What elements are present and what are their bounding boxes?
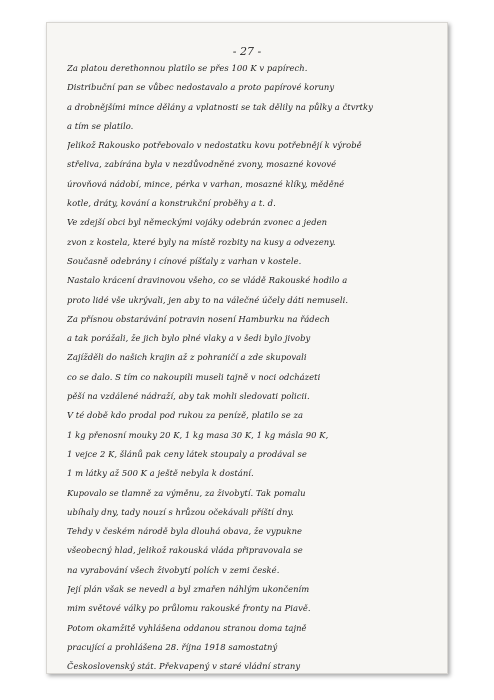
text-line: Ve zdejší obci byl německými vojáky odebrán zvonec a jeden — [67, 217, 328, 228]
text-line: Distribuční pan se vůbec nedostavalo a proto papírové koruny — [67, 82, 335, 93]
handwritten-text-block — [67, 59, 435, 677]
text-line: ubíhaly dny, tady nouzí s hrůzou očekávali příští dny. — [67, 506, 294, 517]
text-line: Tehdy v českém národě byla dlouhá obava, že vypukne — [67, 526, 303, 537]
text-line: a tak porážali, že jich bylo plné vlaky a v šedi bylo jivoby — [67, 333, 311, 344]
text-line: Nastalo krácení dravinovou všeho, co se vládě Rakouské hodilo a — [67, 275, 348, 286]
text-line: všeobecný hlad, jelikož rakouská vláda připravovala se — [67, 545, 303, 556]
text-line: Její plán však se nevedl a byl zmařen náhlým ukončením — [67, 584, 310, 595]
text-line: 1 vejce 2 K, šlánů pak ceny látek stoupaly a prodával se — [67, 448, 307, 459]
document-page — [46, 22, 448, 674]
text-line: Československý stát. Překvapený v staré vládní strany — [67, 661, 301, 672]
text-line: Zajížděli do našich krajin až z pohraničí a zde skupovali — [67, 352, 307, 363]
text-line: Kupovalo se tlamně za výměnu, za živobytí. Tak pomalu — [67, 487, 306, 498]
text-line: V té době kdo prodal pod rukou za penízě, platilo se za — [67, 410, 303, 421]
text-line: kotle, dráty, kování a konstrukční proběhy a t. d. — [67, 198, 276, 209]
text-line: co se dalo. S tím co nakoupili museli tajně v noci odcházeti — [67, 371, 321, 382]
text-line: Jelikož Rakousko potřebovalo v nedostatku kovu potřebnějí k výrobě — [67, 140, 362, 151]
text-line: Za platou derethonnou platilo se přes 100 K v papírech. — [67, 63, 308, 73]
text-line: střeliva, zabírána byla v nezdůvodněné zvony, mosazné kovové — [67, 159, 337, 170]
text-line: pěší na vzdálené nádraží, aby tak mohli sledovati policii. — [67, 391, 310, 402]
page-number: - 27 - — [232, 45, 262, 58]
text-line: mim světové války po průlomu rakouské fronty na Piavě. — [67, 603, 311, 614]
text-line: 1 m látky až 500 K a ještě nebyla k dostání. — [67, 468, 254, 479]
text-line: a tím se platilo. — [67, 120, 134, 131]
text-line: úrovňová nádobí, mince, pérka v varhan, mosazné klíky, měděné — [67, 178, 345, 189]
text-line: Za přísnou obstarávání potravin nosení Hamburku na řádech — [67, 313, 330, 324]
text-line: pracující a prohlášena 28. října 1918 samostatný — [67, 641, 278, 652]
text-line: Současně odebrány i cínové píšťaly z varhan v kostele. — [67, 255, 302, 266]
text-line: a drobnějšími mince dělány a vplatnosti se tak dělily na půlky a čtvrtky — [67, 101, 373, 112]
text-line: na vyrabování všech živobytí polích v zemi české. — [67, 564, 280, 575]
text-line: 1 kg přenosní mouky 20 K, 1 kg masa 30 K, 1 kg másla 90 K, — [67, 429, 329, 440]
text-line: Potom okamžitě vyhlášena oddanou stranou doma tajně — [67, 622, 307, 633]
text-line: zvon z kostela, které byly na místě rozbity na kusy a odvezeny. — [67, 236, 336, 247]
text-line: proto lidé vše ukrývali, jen aby to na válečné účely dáti nemuseli. — [67, 294, 349, 305]
